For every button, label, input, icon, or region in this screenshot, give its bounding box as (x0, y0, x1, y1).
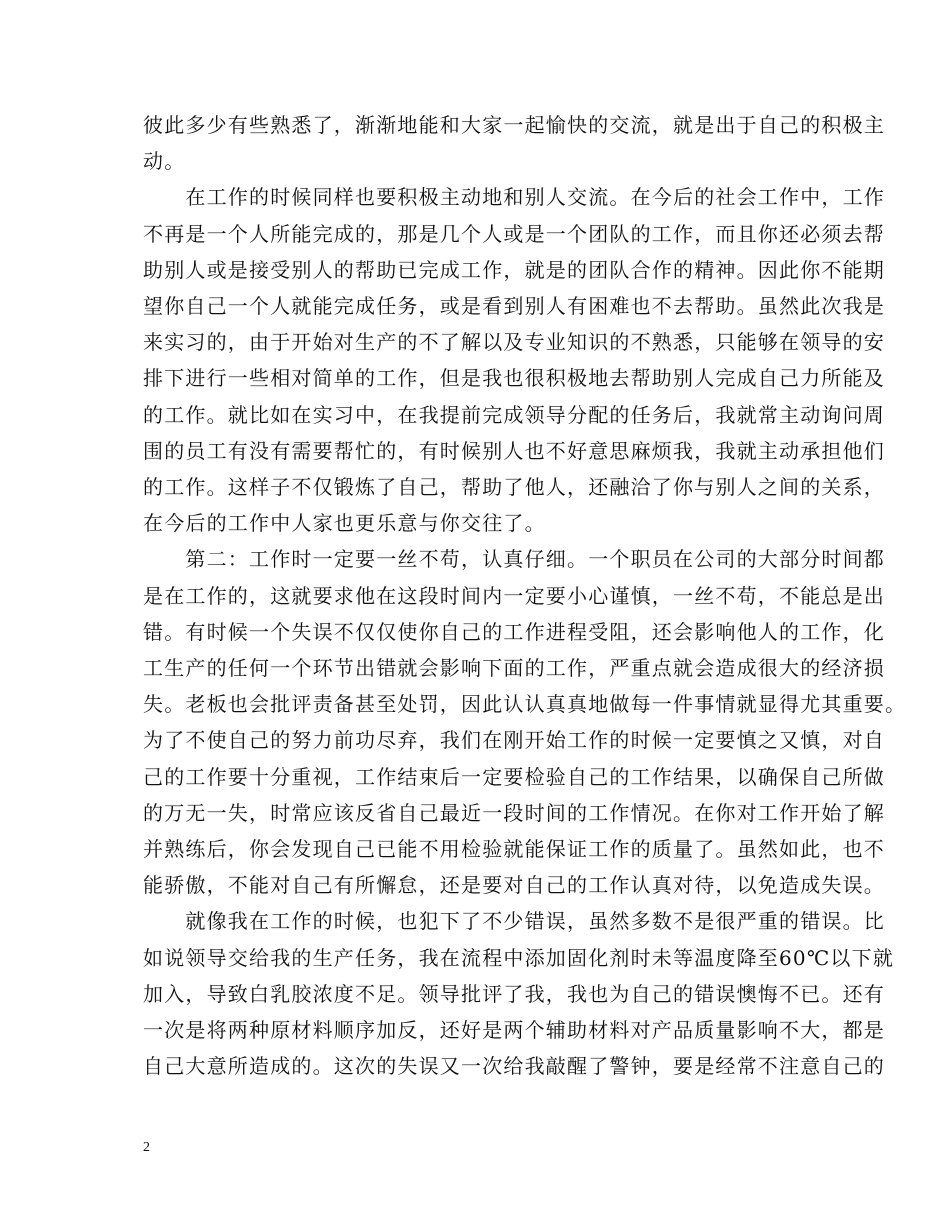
text-line: 的工作。这样子不仅锻炼了自己，帮助了他人，还融洽了你与别人之间的关系， (143, 475, 885, 499)
text-line: 第二：工作时一定要一丝不苟，认真仔细。一个职员在公司的大部分时间都 (143, 547, 885, 572)
text-line: 排下进行一些相对简单的工作，但是我也很积极地去帮助别人完成自己力所能及 (143, 366, 885, 391)
text-line: 如说领导交给我的生产任务，我在流程中添加固化剂时未等温度降至60℃以下就 (143, 945, 895, 970)
text-line: 自己大意所造成的。这次的失误又一次给我敲醒了警钟，要是经常不注意自己的 (143, 1054, 885, 1079)
text-line: 己的工作要十分重视，工作结束后一定要检验自己的工作结果，以确保自己所做 (143, 764, 885, 789)
text-line: 为了不使自己的努力前功尽弃，我们在刚开始工作的时候一定要慎之又慎，对自 (143, 728, 885, 753)
text-line: 的万无一失，时常应该反省自己最近一段时间的工作情况。在你对工作开始了解 (143, 800, 885, 825)
text-line: 的工作。就比如在实习中，在我提前完成领导分配的任务后，我就常主动询问周 (143, 402, 885, 427)
text-line: 工生产的任何一个环节出错就会影响下面的工作，严重点就会造成很大的经济损 (143, 656, 885, 680)
text-line: 围的员工有没有需要帮忙的，有时候别人也不好意思麻烦我，我就主动承担他们 (143, 438, 885, 463)
text-line: 助别人或是接受别人的帮助已完成工作，就是的团队合作的精神。因此你不能期 (143, 257, 885, 282)
text-line: 能骄傲，不能对自己有所懈怠，还是要对自己的工作认真对待，以免造成失误。 (143, 873, 885, 898)
text-line: 并熟练后，你会发现自己已能不用检验就能保证工作的质量了。虽然如此，也不 (143, 837, 885, 861)
text-line: 在工作的时候同样也要积极主动地和别人交流。在今后的社会工作中，工作 (143, 185, 885, 210)
text-line: 错。有时候一个失误不仅仅使你自己的工作进程受阻，还会影响他人的工作，化 (143, 619, 885, 644)
text-line: 是在工作的，这就要求他在这段时间内一定要小心谨慎，一丝不苟，不能总是出 (143, 583, 885, 608)
text-line: 加入，导致白乳胶浓度不足。领导批评了我，我也为自己的错误懊悔不已。还有 (143, 981, 885, 1006)
text-line: 就像我在工作的时候，也犯下了不少错误，虽然多数不是很严重的错误。比 (143, 909, 885, 934)
text-line: 不再是一个人所能完成的，那是几个人或是一个团队的工作，而且你还必须去帮 (143, 221, 885, 246)
text-line: 望你自己一个人就能完成任务，或是看到别人有困难也不去帮助。虽然此次我是 (143, 294, 885, 318)
text-line: 来实习的，由于开始对生产的不了解以及专业知识的不熟悉，只能够在领导的安 (143, 330, 885, 355)
text-line: 失。老板也会批评责备甚至处罚，因此认认真真地做每一件事情就显得尤其重要。 (143, 692, 907, 717)
text-line: 动。 (143, 149, 186, 174)
text-line: 彼此多少有些熟悉了，渐渐地能和大家一起愉快的交流，就是出于自己的积极主 (143, 113, 885, 137)
text-line: 一次是将两种原材料顺序加反，还好是两个辅助材料对产品质量影响不大，都是 (143, 1018, 885, 1042)
page-number: 2 (143, 1140, 150, 1155)
text-line: 在今后的工作中人家也更乐意与你交往了。 (143, 511, 546, 536)
